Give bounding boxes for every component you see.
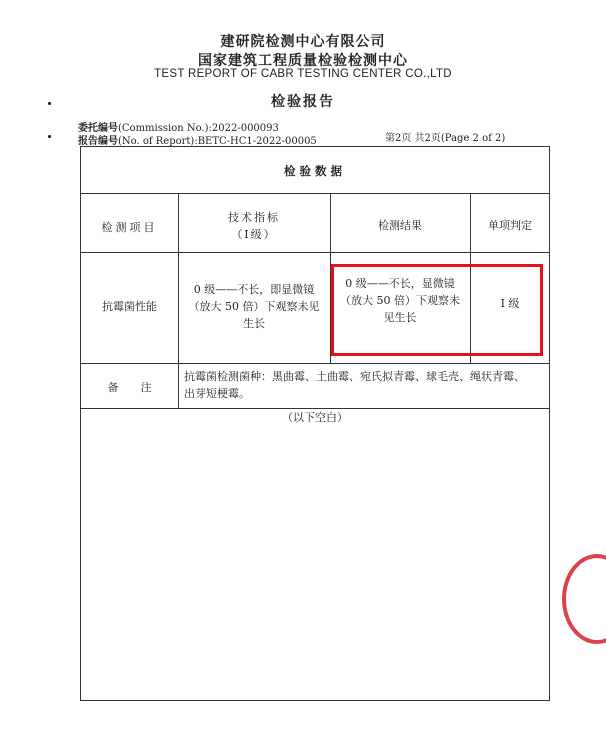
- header-requirement: 技术指标 （Ⅰ级）: [228, 211, 280, 241]
- row-judgement: Ⅰ 级: [500, 297, 520, 310]
- table-divider: [178, 363, 179, 409]
- report-number: [78, 132, 317, 147]
- center-name: 国家建筑工程质量检验检测中心: [198, 53, 408, 69]
- bullet-dot: [48, 102, 51, 105]
- table-divider: [81, 363, 549, 364]
- org-name: 建研院检测中心有限公司: [220, 34, 386, 50]
- header-result: 检测结果: [378, 219, 422, 232]
- seal-stamp: [562, 554, 606, 644]
- row-result: 0 级——不长，显微镜 （放大 50 倍）下观察未 见生长: [340, 277, 460, 324]
- header-test-item: 检测项目: [101, 221, 158, 234]
- table-divider: [81, 252, 549, 253]
- row-requirement: 0 级——不长，即显微镜 （放大 50 倍）下观察未见 生长: [188, 283, 320, 330]
- remarks-text: 抗霉菌检测菌种：黑曲霉、土曲霉、宛氏拟青霉、球毛壳、绳状青霉、 出芽短梗霉。: [184, 370, 525, 400]
- row-test-item: 抗霉菌性能: [102, 300, 157, 313]
- bullet-dot: [48, 135, 51, 138]
- report-title: 检验报告: [271, 94, 335, 110]
- report-value: (No. of Report):BETC-HC1-2022-00005: [118, 136, 317, 147]
- header-judgement: 单项判定: [488, 219, 532, 232]
- result-highlight-box: [331, 264, 543, 356]
- page-info: 第2页 共2页(Page 2 of 2): [385, 133, 506, 144]
- blank-note: （以下空白）: [282, 411, 348, 424]
- commission-value: (Commission No.):2022-000093: [118, 123, 279, 134]
- remarks-label: 备 注: [107, 381, 152, 394]
- report-label: 报告编号: [78, 136, 118, 147]
- table-divider: [81, 193, 549, 194]
- commission-label: 委托编号: [78, 123, 118, 134]
- table-title: 检验数据: [284, 164, 346, 178]
- center-name-en: TEST REPORT OF CABR TESTING CENTER CO.,LTD: [154, 68, 452, 80]
- test-data-table: [80, 146, 550, 701]
